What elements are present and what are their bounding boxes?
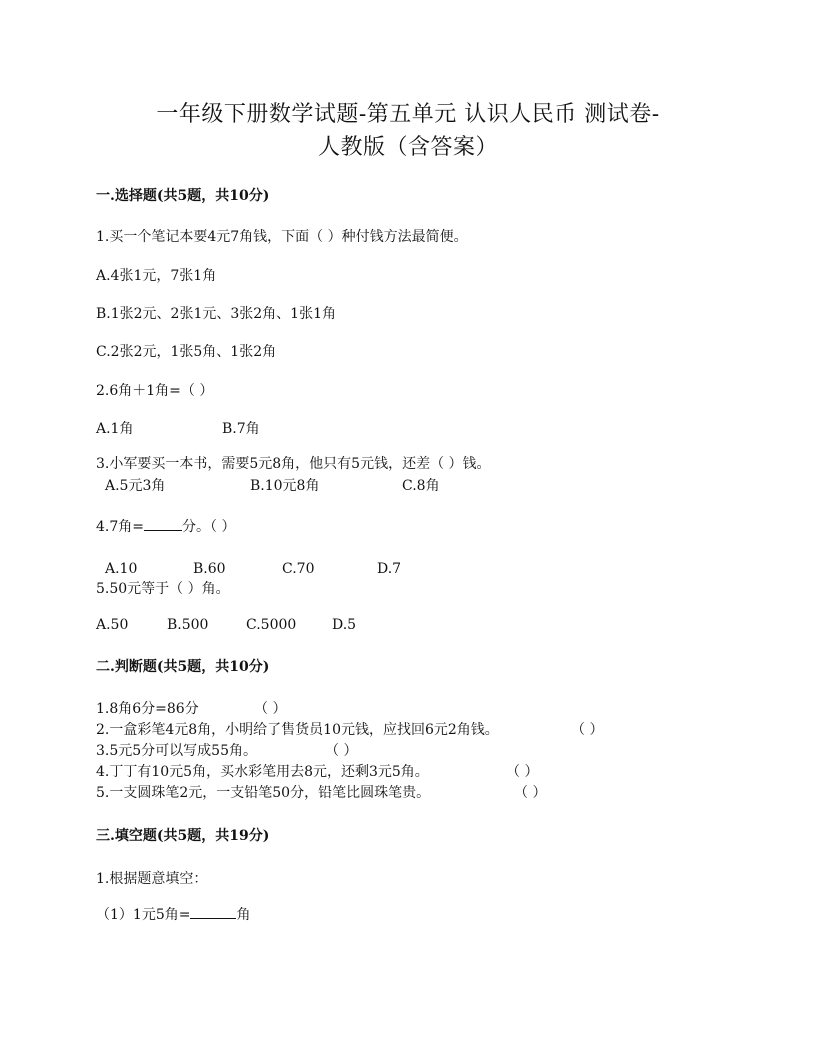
fill-q1-sub1-blank[interactable] bbox=[190, 906, 236, 919]
title-line-1: 一年级下册数学试题-第五单元 认识人民币 测试卷- bbox=[156, 102, 660, 127]
section-heading-judge: 二.判断题(共5题，共10分) bbox=[96, 659, 270, 675]
q5-option-c: C.5000 bbox=[246, 617, 297, 633]
q4-option-b: B.60 bbox=[193, 561, 226, 577]
title-line-2: 人教版（含答案） bbox=[317, 135, 498, 160]
q4-stem-post: 分。（ ） bbox=[182, 519, 236, 535]
fill-q1-sub1 bbox=[96, 906, 250, 924]
q1-option-b: B.1张2元、2张1元、3张2角、1张1角 bbox=[96, 306, 336, 322]
judge-item-1: 1.8角6分=86分 bbox=[96, 701, 199, 717]
q5-option-d: D.5 bbox=[332, 617, 357, 633]
q2-option-a: A.1角 bbox=[96, 421, 134, 437]
q4-stem bbox=[96, 518, 235, 536]
q4-stem-pre: 4.7角= bbox=[96, 519, 144, 535]
q4-option-a: A.10 bbox=[105, 561, 138, 577]
judge-item-3-paren[interactable]: （ ） bbox=[325, 743, 358, 759]
judge-item-3: 3.5元5分可以写成55角。 bbox=[96, 743, 257, 759]
q3-stem: 3.小军要买一本书，需要5元8角，他只有5元钱，还差（ ）钱。 bbox=[96, 456, 491, 472]
q1-option-c: C.2张2元，1张5角、1张2角 bbox=[96, 344, 277, 360]
q3-option-c: C.8角 bbox=[402, 478, 440, 494]
q1-stem: 1.买一个笔记本要4元7角钱，下面（ ）种付钱方法最简便。 bbox=[96, 229, 468, 245]
judge-item-5: 5.一支圆珠笔2元，一支铅笔50分，铅笔比圆珠笔贵。 bbox=[96, 785, 431, 801]
q5-option-a: A.50 bbox=[96, 617, 129, 633]
fill-q1-sub1-pre: （1）1元5角= bbox=[96, 907, 191, 923]
judge-item-2: 2.一盒彩笔4元8角，小明给了售货员10元钱，应找回6元2角钱。 bbox=[96, 722, 499, 738]
judge-item-2-paren[interactable]: （ ） bbox=[571, 722, 604, 738]
fill-q1-sub1-post: 角 bbox=[236, 907, 251, 923]
q2-option-b: B.7角 bbox=[222, 421, 260, 437]
q5-stem: 5.50元等于（ ）角。 bbox=[96, 581, 230, 597]
fill-q1-stem: 1.根据题意填空： bbox=[96, 871, 208, 887]
q3-option-b: B.10元8角 bbox=[250, 478, 320, 494]
document-title bbox=[0, 98, 816, 164]
q1-option-a: A.4张1元，7张1角 bbox=[96, 268, 217, 284]
q5-option-b: B.500 bbox=[167, 617, 209, 633]
section-heading-fill: 三.填空题(共5题，共19分) bbox=[96, 828, 270, 844]
judge-item-1-paren[interactable]: （ ） bbox=[254, 701, 287, 717]
q3-option-a: A.5元3角 bbox=[105, 478, 166, 494]
q4-answer-blank[interactable] bbox=[144, 518, 182, 531]
q2-stem: 2.6角＋1角=（ ） bbox=[96, 383, 214, 399]
section-heading-choice: 一.选择题(共5题，共10分) bbox=[96, 188, 270, 204]
q4-option-d: D.7 bbox=[377, 561, 402, 577]
judge-item-4: 4.丁丁有10元5角，买水彩笔用去8元，还剩3元5角。 bbox=[96, 764, 429, 780]
judge-item-5-paren[interactable]: （ ） bbox=[514, 785, 547, 801]
q4-option-c: C.70 bbox=[282, 561, 315, 577]
judge-item-4-paren[interactable]: （ ） bbox=[506, 764, 539, 780]
